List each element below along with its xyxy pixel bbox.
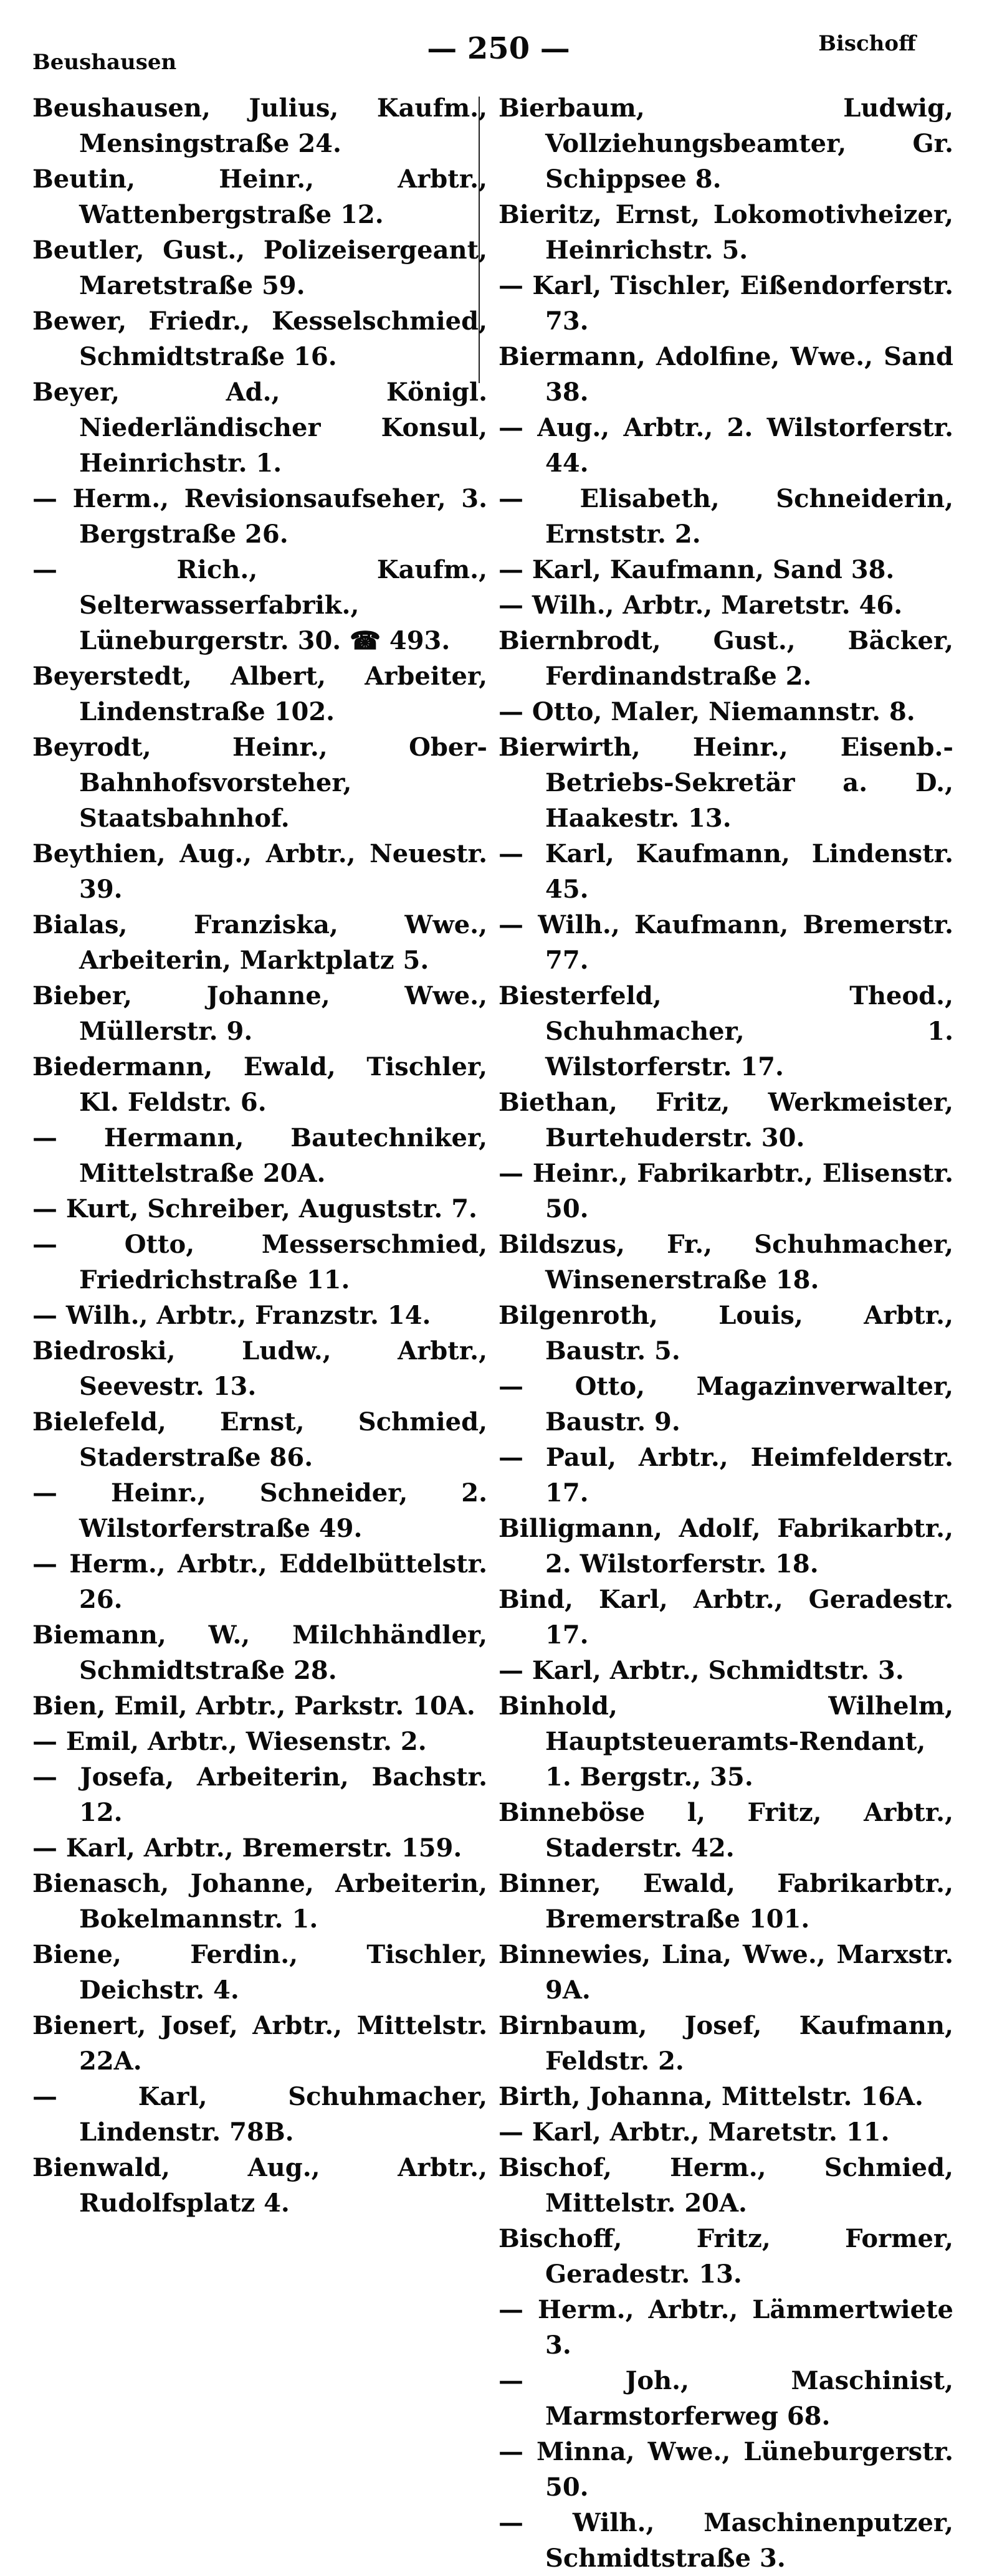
directory-entry: — Joh., Maschinist, Marmstorferweg 68. xyxy=(499,2366,953,2431)
directory-entry: Bien, Emil, Arbtr., Parkstr. 10A. xyxy=(32,1691,475,1721)
directory-entry: Biermann, Adolfine, Wwe., Sand 38. xyxy=(499,342,953,407)
directory-entry: — Herm., Revisionsaufseher, 3. Bergstraße 26. xyxy=(32,484,487,549)
directory-entry: Bischoff, Fritz, Former, Geradestr. 13. xyxy=(499,2224,953,2289)
directory-entry: — Herm., Arbtr., Lämmertwiete 3. xyxy=(499,2295,953,2360)
directory-entry: Beyerstedt, Albert, Arbeiter, Lindenstraße 102. xyxy=(32,662,487,726)
page-header xyxy=(0,0,997,81)
directory-entry: Beyer, Ad., Königl. Niederländischer Konsul, Heinrichstr. 1. xyxy=(32,378,487,478)
directory-entry: — Paul, Arbtr., Heimfelderstr. 17. xyxy=(499,1443,953,1508)
directory-entry: Bienwald, Aug., Arbtr., Rudolfsplatz 4. xyxy=(32,2153,487,2218)
directory-entry: Biedroski, Ludw., Arbtr., Seevestr. 13. xyxy=(32,1336,487,1401)
directory-entry: — Karl, Tischler, Eißendorferstr. 73. xyxy=(499,271,953,336)
directory-entry: — Karl, Arbtr., Bremerstr. 159. xyxy=(32,1833,462,1863)
directory-entry: Birnbaum, Josef, Kaufmann, Feldstr. 2. xyxy=(499,2011,953,2076)
running-head-left: Beushausen xyxy=(32,50,177,75)
directory-entry: Bienasch, Johanne, Arbeiterin, Bokelmannstr. 1. xyxy=(32,1869,487,1934)
directory-entry: Bienert, Josef, Arbtr., Mittelstr. 22A. xyxy=(32,2011,487,2076)
directory-entry: — Kurt, Schreiber, Auguststr. 7. xyxy=(32,1194,477,1224)
directory-entry: Bind, Karl, Arbtr., Geradestr. 17. xyxy=(499,1585,953,1650)
directory-entry: — Wilh., Maschinenputzer, Schmidtstraße 3. xyxy=(499,2508,953,2573)
directory-entry: — Hermann, Bautechniker, Mittelstraße 20A. xyxy=(32,1123,487,1188)
directory-entry: — Wilh., Arbtr., Maretstr. 46. xyxy=(499,591,903,620)
directory-entry: Bialas, Franziska, Wwe., Arbeiterin, Marktplatz 5. xyxy=(32,910,487,975)
directory-entry: Bischof, Herm., Schmied, Mittelstr. 20A. xyxy=(499,2153,953,2218)
directory-entry: Beushausen, Julius, Kaufm., Mensingstraße 24. xyxy=(32,93,487,158)
directory-entry: Beutler, Gust., Polizeisergeant, Maretstraße 59. xyxy=(32,235,487,300)
directory-entry: Bierbaum, Ludwig, Vollziehungsbeamter, Gr. Schippsee 8. xyxy=(499,93,953,194)
directory-entry: Bilgenroth, Louis, Arbtr., Baustr. 5. xyxy=(499,1301,953,1366)
directory-entry: Beythien, Aug., Arbtr., Neuestr. 39. xyxy=(32,839,487,904)
directory-entry: Bieritz, Ernst, Lokomotivheizer, Heinrichstr. 5. xyxy=(499,200,953,265)
directory-entry: Binnewies, Lina, Wwe., Marxstr. 9A. xyxy=(499,1940,953,2005)
directory-entry: — Josefa, Arbeiterin, Bachstr. 12. xyxy=(32,1762,487,1827)
directory-entry: Billigmann, Adolf, Fabrikarbtr., 2. Wilstorferstr. 18. xyxy=(499,1514,953,1579)
directory-entry: — Emil, Arbtr., Wiesenstr. 2. xyxy=(32,1727,427,1756)
directory-entry: Binner, Ewald, Fabrikarbtr., Bremerstraße 101. xyxy=(499,1869,953,1934)
directory-entry: Beutin, Heinr., Arbtr., Wattenbergstraße 12. xyxy=(32,164,487,229)
directory-entry: — Otto, Messerschmied, Friedrichstraße 11. xyxy=(32,1230,487,1295)
directory-entry: — Minna, Wwe., Lüneburgerstr. 50. xyxy=(499,2437,953,2502)
directory-entry: Binhold, Wilhelm, Hauptsteueramts-Rendant, 1. Bergstr., 35. xyxy=(499,1691,953,1792)
left-column xyxy=(32,90,487,2221)
directory-entry: — Rich., Kaufm., Selterwasserfabrik., Lüneburgerstr. 30. ☎ 493. xyxy=(32,555,487,655)
directory-entry: Biemann, W., Milchhändler, Schmidtstraße 28. xyxy=(32,1620,487,1685)
directory-entry: Bieber, Johanne, Wwe., Müllerstr. 9. xyxy=(32,981,487,1046)
directory-entry: Biesterfeld, Theod., Schuhmacher, 1. Wilstorferstr. 17. xyxy=(499,981,953,1081)
page-number: — 250 — xyxy=(427,31,570,66)
directory-entry: Bildszus, Fr., Schuhmacher, Winsenerstraße 18. xyxy=(499,1230,953,1295)
right-column xyxy=(499,90,953,2576)
directory-entry: Biernbrodt, Gust., Bäcker, Ferdinandstraße 2. xyxy=(499,626,953,691)
directory-entry: — Elisabeth, Schneiderin, Ernststr. 2. xyxy=(499,484,953,549)
directory-entry: Biedermann, Ewald, Tischler, Kl. Feldstr. 6. xyxy=(32,1052,487,1117)
directory-entry: — Karl, Kaufmann, Sand 38. xyxy=(499,555,895,584)
directory-entry: — Aug., Arbtr., 2. Wilstorferstr. 44. xyxy=(499,413,953,478)
running-head-right: Bischoff xyxy=(818,31,916,56)
directory-entry: Bielefeld, Ernst, Schmied, Staderstraße 86. xyxy=(32,1407,487,1472)
directory-entry: — Wilh., Arbtr., Franzstr. 14. xyxy=(32,1301,431,1330)
directory-entry: — Heinr., Schneider, 2. Wilstorferstraße 49. xyxy=(32,1478,487,1543)
directory-entry: Binneböse l, Fritz, Arbtr., Staderstr. 42. xyxy=(499,1798,953,1863)
directory-entry: — Karl, Arbtr., Maretstr. 11. xyxy=(499,2117,890,2147)
directory-entry: Bierwirth, Heinr., Eisenb.-Betriebs-Sekretär a. D., Haakestr. 13. xyxy=(499,733,953,833)
directory-entry: — Wilh., Kaufmann, Bremerstr. 77. xyxy=(499,910,953,975)
directory-entry: Biene, Ferdin., Tischler, Deichstr. 4. xyxy=(32,1940,487,2005)
directory-entry: — Karl, Arbtr., Schmidtstr. 3. xyxy=(499,1656,904,1685)
directory-entry: — Karl, Schuhmacher, Lindenstr. 78B. xyxy=(32,2082,487,2147)
directory-entry: — Otto, Magazinverwalter, Baustr. 9. xyxy=(499,1372,953,1437)
directory-entry: — Karl, Kaufmann, Lindenstr. 45. xyxy=(499,839,953,904)
directory-entry: — Heinr., Fabrikarbtr., Elisenstr. 50. xyxy=(499,1159,953,1224)
directory-entry: Biethan, Fritz, Werkmeister, Burtehuderstr. 30. xyxy=(499,1088,953,1153)
directory-entry: — Otto, Maler, Niemannstr. 8. xyxy=(499,697,915,726)
directory-entry: — Herm., Arbtr., Eddelbüttelstr. 26. xyxy=(32,1549,487,1614)
directory-entry: Birth, Johanna, Mittelstr. 16A. xyxy=(499,2082,923,2111)
directory-entry: Beyrodt, Heinr., Ober-Bahnhofsvorsteher, Staatsbahnhof. xyxy=(32,733,487,833)
directory-entry: Bewer, Friedr., Kesselschmied, Schmidtstraße 16. xyxy=(32,307,487,371)
